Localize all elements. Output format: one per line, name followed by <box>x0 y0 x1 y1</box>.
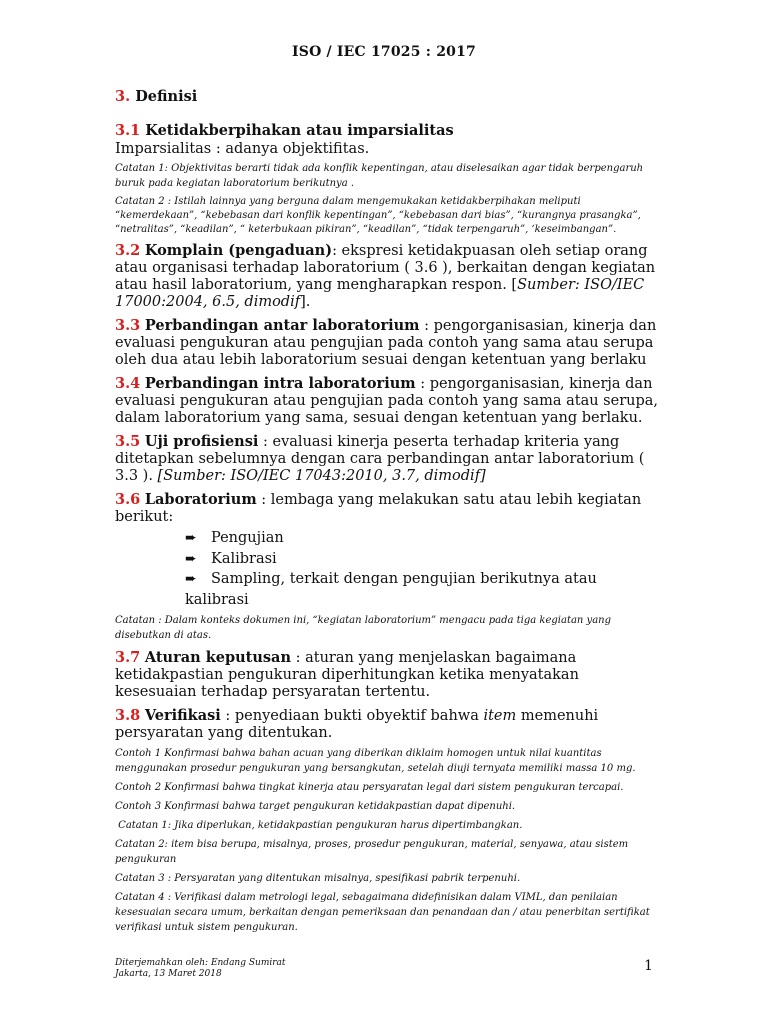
verification-note-2: Catatan 2: item bisa berupa, misalnya, proses, prosedur pengukuran, material, senyawa, atau sistem pengukuran <box>115 839 629 865</box>
footer-date: Jakarta, 13 Maret 2018 <box>115 969 222 979</box>
definition-term: Uji profisiensi <box>144 433 259 450</box>
definition-3-1-text: Imparsialitas : adanya objektifitas. <box>115 141 370 157</box>
verification-example-2: Contoh 2 Konfirmasi bahwa tingkat kinerja atau persyaratan legal dari sistem pengukuran tercapai. <box>115 782 624 793</box>
definition-number: 3.6 <box>115 491 141 508</box>
definition-3-1-note-1: Catatan 1: Objektivitas berarti tidak ada konflik kepentingan, atau diselesaikan agar tidak berpengaruh buruk pada kegiatan laboratorium berikutnya . <box>115 163 644 189</box>
footer-credit <box>115 958 286 980</box>
definition-number: 3.1 <box>115 122 141 139</box>
definition-term: Komplain (pengaduan) <box>144 242 333 259</box>
laboratory-activities-list <box>115 528 660 610</box>
definition-text-end: ]. <box>300 294 311 310</box>
definition-text: : lembaga yang melakukan satu atau lebih kegiatan berikut: <box>115 492 642 525</box>
definition-term: Laboratorium <box>144 491 257 508</box>
list-item <box>185 549 660 570</box>
definition-source: [Sumber: ISO/IEC 17043:2010, 3.7, dimodif] <box>157 468 486 484</box>
definition-3-4 <box>115 375 660 427</box>
definition-term: Perbandingan intra laboratorium <box>144 375 416 392</box>
list-item-label: Sampling, terkait dengan pengujian berikutnya atau kalibrasi <box>185 571 597 608</box>
definition-text-end: memenuhi persyaratan yang ditentukan. <box>115 708 599 741</box>
definition-number: 3.8 <box>115 707 141 724</box>
definition-3-5 <box>115 433 660 485</box>
definition-term: Verifikasi <box>144 707 221 724</box>
definition-3-2 <box>115 242 660 311</box>
definition-3-1-note-2: Catatan 2 : Istilah lainnya yang berguna dalam mengemukakan ketidakberpihakan meliputi “kemerdekaan”, “kebebasan dari konflik kepentingan”, “kebebasan dari bias”, “kurangnya prasangka”, “netralitas”, “keadilan”, “ keterbukaan pikiran”, “keadilan”, “tidak terpengaruh”, ‘keseimbangan”. <box>115 196 641 235</box>
definition-text: : ekspresi ketidakpuasan oleh setiap orang atau organisasi terhadap laboratorium ( 3.6 ), berkaitan dengan kegiatan atau hasil laboratorium, yang mengharapkan respon. [ <box>115 243 656 293</box>
list-item-label: Kalibrasi <box>211 550 277 567</box>
definition-term-italic: item <box>483 708 517 724</box>
definition-source: Sumber: ISO/IEC 17000:2004, 6.5, dimodif <box>115 277 645 310</box>
section-number: 3. <box>115 88 131 105</box>
verification-example-3: Contoh 3 Konfirmasi bahwa target pengukuran ketidakpastian dapat dipenuhi. <box>115 801 516 812</box>
list-item <box>185 528 660 549</box>
verification-note-4: Catatan 4 : Verifikasi dalam metrologi legal, sebagaimana didefinisikan dalam VIML, dan penilaian kesesuaian secara umum, berkaitan dengan pemeriksaan dan penandaan dan / atau penerbitan sertifikat verifikasi untuk sistem pengukuran. <box>115 892 650 933</box>
section-title: Definisi <box>135 88 198 105</box>
definition-3-6 <box>115 491 660 526</box>
definition-text: : pengorganisasian, kinerja dan evaluasi pengukuran atau pengujian pada contoh yang sama atau serupa, dalam laboratorium yang sama, sesuai dengan ketentuan yang berlaku. <box>115 376 659 426</box>
list-item-label: Pengujian <box>211 530 284 546</box>
arrow-bullet-icon: ➨ <box>185 571 197 587</box>
definition-3-3 <box>115 317 660 369</box>
list-item <box>185 569 660 610</box>
document-body <box>115 88 660 935</box>
definition-number: 3.3 <box>115 317 141 334</box>
arrow-bullet-icon: ➨ <box>185 550 197 567</box>
page-number: 1 <box>644 958 653 974</box>
footer-translator: Diterjemahkan oleh: Endang Sumirat <box>115 958 286 968</box>
definition-number: 3.7 <box>115 649 141 666</box>
verification-note-3: Catatan 3 : Persyaratan yang ditentukan misalnya, spesifikasi pabrik terpenuhi. <box>115 873 521 884</box>
definition-text: : pengorganisasian, kinerja dan evaluasi pengukuran atau pengujian pada contoh yang sama atau serupa oleh dua atau lebih laboratorium sesuai dengan ketentuan yang berlaku <box>115 318 657 368</box>
definition-3-6-note: Catatan : Dalam konteks dokumen ini, “kegiatan laboratorium” mengacu pada tiga kegiatan yang disebutkan di atas. <box>115 615 611 641</box>
arrow-bullet-icon: ➨ <box>185 530 197 546</box>
definition-number: 3.5 <box>115 433 141 450</box>
definition-number: 3.4 <box>115 375 141 392</box>
definition-text: : aturan yang menjelaskan bagaimana ketidakpastian pengukuran diperhitungkan ketika menyatakan kesesuaian terhadap persyaratan tertentu. <box>115 650 579 700</box>
definition-term: Aturan keputusan <box>144 649 291 666</box>
section-heading <box>115 88 660 105</box>
definition-term: Ketidakberpihakan atau imparsialitas <box>145 122 454 139</box>
definition-term: Perbandingan antar laboratorium <box>144 317 420 334</box>
definition-text: : penyediaan bukti obyektif bahwa <box>220 708 484 724</box>
definition-number: 3.2 <box>115 242 141 259</box>
verification-note-1: Catatan 1: Jika diperlukan, ketidakpastian pengukuran harus dipertimbangkan. <box>115 820 523 831</box>
definition-3-8 <box>115 707 660 742</box>
definition-3-7 <box>115 649 660 701</box>
definition-3-1-heading <box>115 122 660 139</box>
definition-text: : evaluasi kinerja peserta terhadap kriteria yang ditetapkan sebelumnya dengan cara perbandingan antar laboratorium ( 3.3 ). <box>115 434 645 484</box>
document-title: ISO / IEC 17025 : 2017 <box>292 44 476 60</box>
verification-example-1: Contoh 1 Konfirmasi bahwa bahan acuan yang diberikan diklaim homogen untuk nilai kuantitas menggunakan prosedur pengukuran yang bersangkutan, setelah diuji ternyata memiliki massa 10 mg. <box>115 748 636 774</box>
